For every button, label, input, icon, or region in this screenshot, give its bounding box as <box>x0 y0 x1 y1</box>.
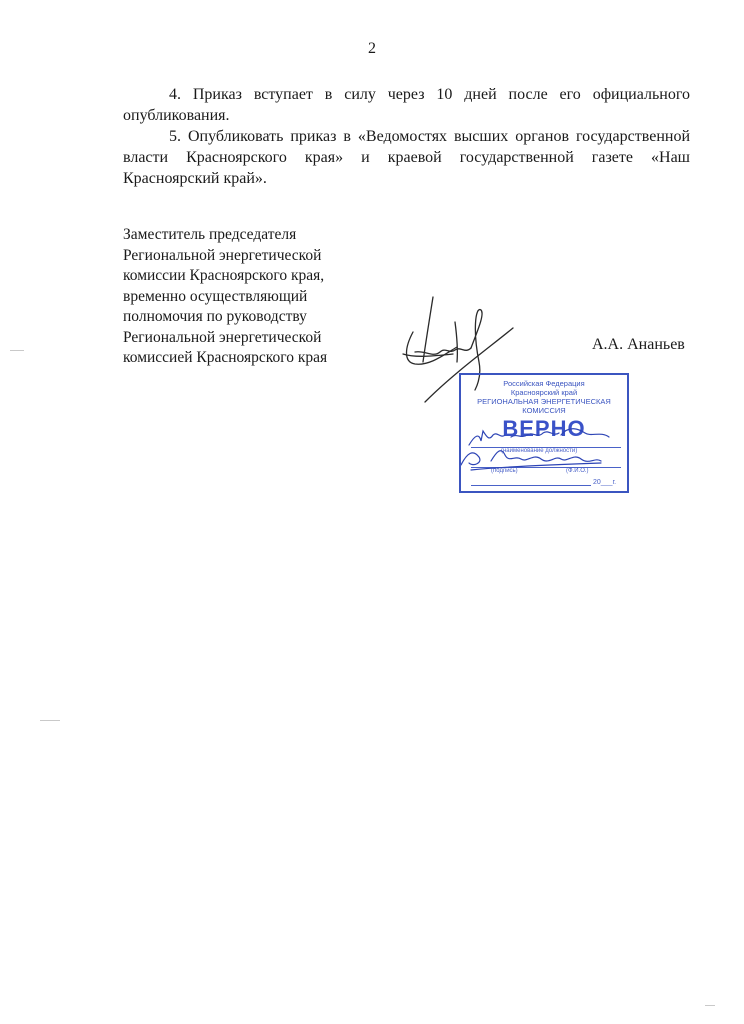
scan-speck <box>40 720 60 721</box>
position-line: Региональной энергетической <box>123 246 322 264</box>
stamp-caption-name: (Ф.И.О.) <box>566 468 589 474</box>
stamp-date: 20___г. <box>593 479 617 486</box>
scan-speck <box>10 350 24 351</box>
position-line: Заместитель председателя <box>123 226 297 243</box>
paragraph-5: 5. Опубликовать приказ в «Ведомостях высших органов государственной власти Красноярского края» и краевой государственной газете «Наш Красноярский край». <box>123 128 690 187</box>
signer-name: А.А. Ананьев <box>592 336 685 353</box>
stamp-line: РЕГИОНАЛЬНАЯ ЭНЕРГЕТИЧЕСКАЯ <box>477 397 611 406</box>
signatory-position <box>123 225 393 369</box>
stamp-caption-position: (наименование должности) <box>501 448 578 454</box>
stamp-line: КОМИССИЯ <box>522 406 566 415</box>
position-line: полномочия по руководству <box>123 308 307 325</box>
position-line: Региональной энергетической <box>123 328 322 346</box>
paragraph-4: 4. Приказ вступает в силу через 10 дней после его официального опубликования. <box>123 86 690 124</box>
stamp-caption-signature: (подпись) <box>491 468 518 474</box>
verification-stamp <box>459 373 629 493</box>
stamp-title: ВЕРНО <box>502 416 586 441</box>
page-number: 2 <box>368 40 376 57</box>
stamp-line: Красноярский край <box>510 388 578 397</box>
stamp-handwriting <box>461 375 631 495</box>
position-line: временно осуществляющий <box>123 287 308 305</box>
position-line: комиссии Красноярского края, <box>123 267 325 284</box>
position-line: комиссией Красноярского края <box>123 349 328 366</box>
stamp-line: Российская Федерация <box>503 379 585 388</box>
scan-speck <box>705 1005 715 1006</box>
